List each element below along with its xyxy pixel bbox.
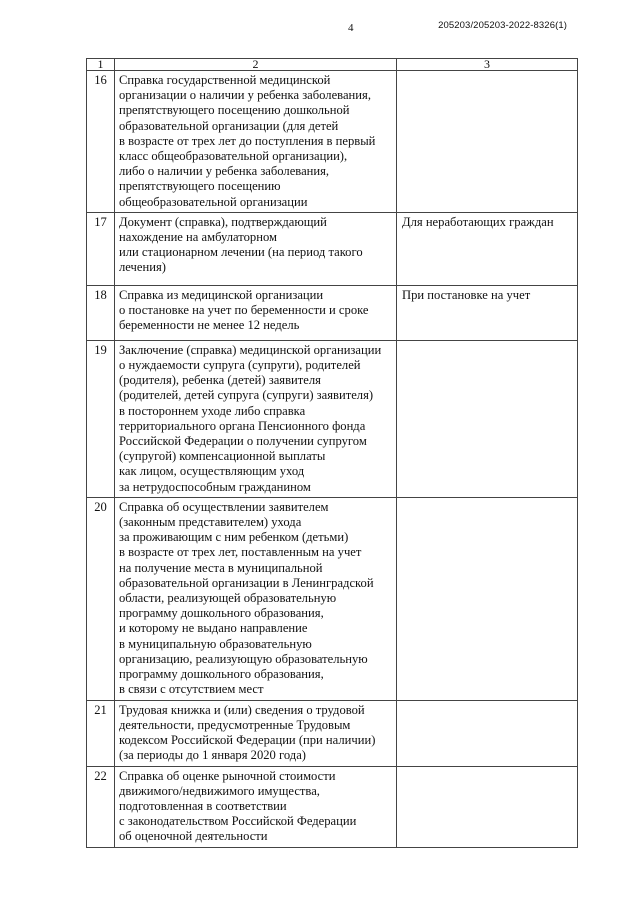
description-line: кодексом Российской Федерации (при наличии) (119, 733, 376, 748)
description-line: Справка об осуществлении заявителем (119, 499, 329, 514)
description-line: программу дошкольного образования, (119, 606, 324, 621)
description-line: с законодательством Российской Федерации (119, 814, 357, 829)
description-line: Российской Федерации о получении супругом (119, 434, 367, 449)
row-note: Для неработающих граждан (397, 212, 578, 285)
description-line: программу дошкольного образования, (119, 667, 324, 682)
description-line: (за периоды до 1 января 2020 года) (119, 748, 306, 763)
row-number: 22 (87, 766, 115, 847)
description-line: (родителя), ребенка (детей) заявителя (119, 373, 321, 388)
description-line: об оценочной деятельности (119, 829, 268, 844)
description-line: Справка государственной медицинской (119, 73, 331, 87)
description-line: движимого/недвижимого имущества, (119, 783, 320, 798)
row-note (397, 766, 578, 847)
description-line: либо о наличии у ребенка заболевания, (119, 164, 330, 179)
row-description (115, 497, 397, 700)
description-line: за проживающим с ним ребенком (детьми) (119, 530, 349, 545)
row-note (397, 71, 578, 213)
row-note: При постановке на учет (397, 285, 578, 340)
description-line: препятствующего посещению (119, 179, 281, 194)
column-header-2: 2 (115, 59, 397, 71)
description-line: территориального органа Пенсионного фонда (119, 418, 366, 433)
description-line: (супругой) компенсационной выплаты (119, 449, 326, 464)
row-note (397, 340, 578, 497)
description-line: о нуждаемости супруга (супруги), родителей (119, 358, 361, 373)
row-number: 21 (87, 700, 115, 766)
row-description (115, 212, 397, 285)
row-description (115, 71, 397, 213)
description-line: класс общеобразовательной организации), (119, 149, 348, 164)
row-description (115, 766, 397, 847)
description-line: за нетрудоспособным гражданином (119, 479, 311, 494)
description-line: в связи с отсутствием мест (119, 682, 264, 697)
description-line: Справка об оценке рыночной стоимости (119, 768, 336, 783)
row-number: 18 (87, 285, 115, 340)
description-line: образовательной организации (для детей (119, 118, 339, 133)
description-line: препятствующего посещению дошкольной (119, 103, 350, 118)
description-line: как лицом, осуществляющим уход (119, 464, 305, 479)
table-row (87, 71, 578, 213)
description-line: (законным представителем) ухода (119, 515, 302, 530)
row-description (115, 285, 397, 340)
table-row (87, 212, 578, 285)
description-line: в муниципальную образовательную (119, 636, 312, 651)
description-line: Трудовая книжка и (или) сведения о трудовой (119, 702, 365, 717)
description-line: о постановке на учет по беременности и сроке (119, 303, 369, 318)
description-line: и которому не выдано направление (119, 621, 308, 636)
description-line: или стационарном лечении (на период такого (119, 245, 363, 260)
column-header-1: 1 (87, 59, 115, 71)
description-line: организации о наличии у ребенка заболевания, (119, 88, 371, 103)
row-description (115, 700, 397, 766)
description-line: Справка из медицинской организации (119, 287, 324, 302)
description-line: подготовленная в соответствии (119, 799, 287, 814)
documents-table (86, 58, 578, 848)
column-header-3: 3 (397, 59, 578, 71)
description-line: Документ (справка), подтверждающий (119, 214, 327, 229)
row-number: 20 (87, 497, 115, 700)
row-note (397, 700, 578, 766)
description-line: беременности не менее 12 недель (119, 318, 300, 333)
document-id: 205203/205203-2022-8326(1) (438, 20, 567, 31)
table-header-row (87, 59, 578, 71)
description-line: в возрасте от трех лет до поступления в первый (119, 133, 376, 148)
description-line: деятельности, предусмотренные Трудовым (119, 718, 351, 733)
row-number: 19 (87, 340, 115, 497)
page-number: 4 (348, 22, 354, 34)
row-note (397, 497, 578, 700)
description-line: в постороннем уходе либо справка (119, 403, 306, 418)
description-line: общеобразовательной организации (119, 194, 308, 209)
table-row (87, 497, 578, 700)
description-line: (родителей, детей супруга (супруги) заявителя) (119, 388, 374, 403)
description-line: лечения) (119, 260, 166, 275)
table-row (87, 766, 578, 847)
description-line: Заключение (справка) медицинской организации (119, 342, 382, 357)
description-line: на получение места в муниципальной (119, 560, 323, 575)
table-row (87, 700, 578, 766)
table-row (87, 340, 578, 497)
row-number: 16 (87, 71, 115, 213)
description-line: области, реализующей образовательную (119, 591, 337, 606)
row-number: 17 (87, 212, 115, 285)
table-row (87, 285, 578, 340)
description-line: нахождение на амбулаторном (119, 230, 277, 245)
description-line: образовательной организации в Ленинградской (119, 575, 374, 590)
row-description (115, 340, 397, 497)
description-line: организацию, реализующую образовательную (119, 651, 368, 666)
description-line: в возрасте от трех лет, поставленным на учет (119, 545, 362, 560)
